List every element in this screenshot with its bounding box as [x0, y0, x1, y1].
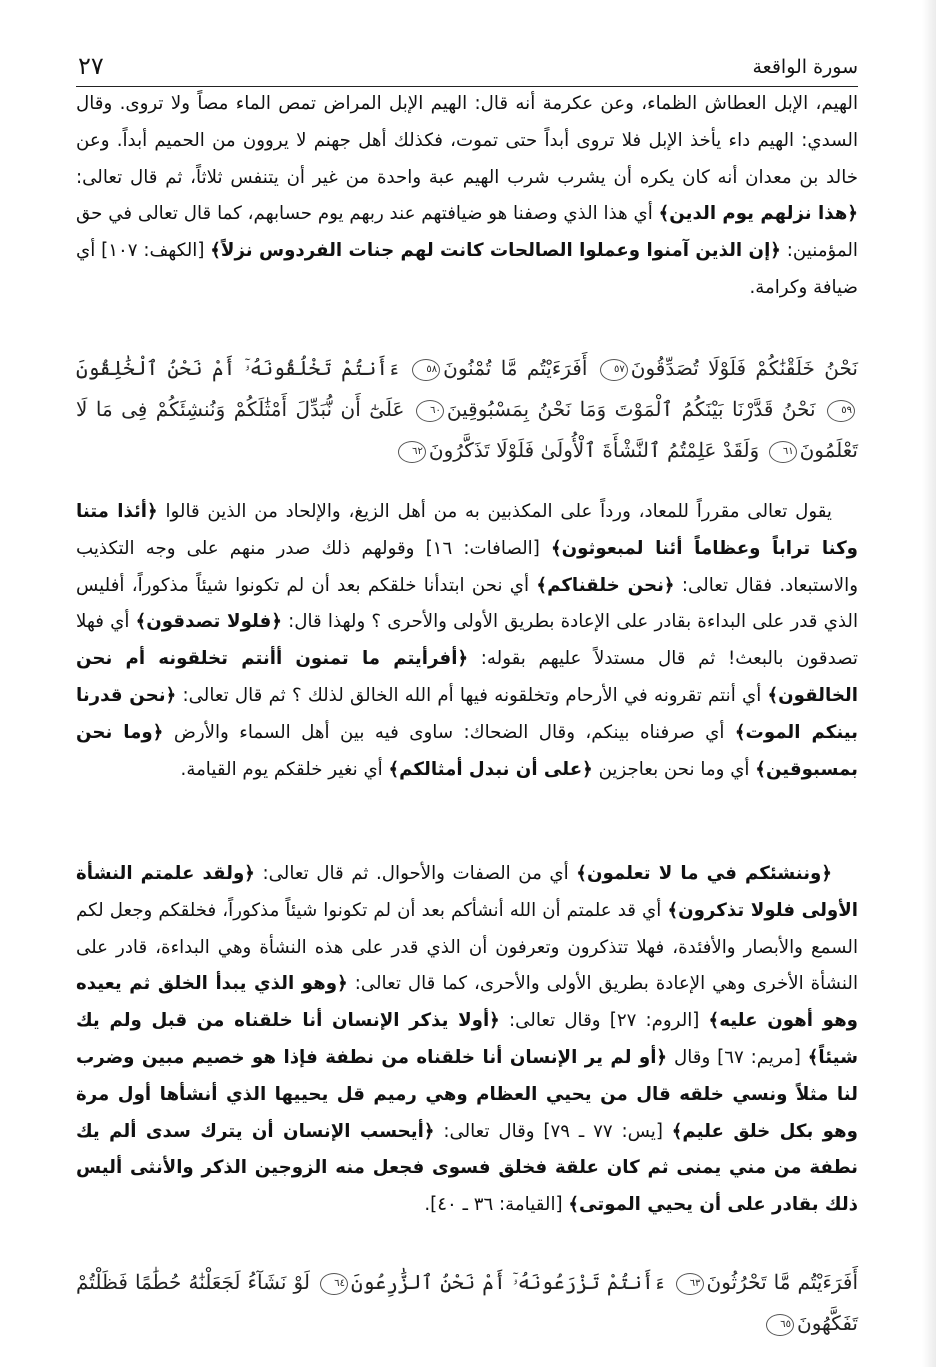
text: أي وما نحن بعاجزين: [592, 758, 756, 780]
text: أي قد علمتم أن الله أنشأكم بعد أن لم تكونوا شيئاً مذكوراً، فخلقكم وجعل لكم السمع والأبصار والأفئدة، فهلا تتذكرون وتعرفون أن الذي قدر على هذه النشأة وهي البداءة، قادر على النشأة الأخرى وهي الإعادة بطريق الأولى والأحرى، كما قال تعالى:: [76, 899, 858, 995]
quran-quote: ﴿أولا يذكر الإنسان أنا خلقناه من قبل ولم يك شيئاً﴾: [76, 1010, 858, 1068]
verse-65: لَوْ نَشَآءُ لَجَعَلْنَٰهُ حُطَٰمًا فَظَلْتُمْ تَفَكَّهُونَ: [76, 1270, 858, 1335]
quran-quote: ﴿وننشئكم في ما لا تعلمون﴾: [576, 863, 832, 884]
page-number: ٢٧: [78, 52, 104, 80]
text: [مريم: ٦٧] وقال: [667, 1046, 808, 1068]
quran-quote: ﴿أيحسب الإنسان أن يترك سدى ألم يك نطفة من مني يمنى ثم كان علقة فخلق فسوى فجعل منه الزوجين الذكر والأنثى أليس ذلك بقادر على أن يحيي الموتى﴾: [76, 1120, 858, 1216]
quran-quote: ﴿هذا نزلهم يوم الدين﴾: [658, 203, 858, 225]
verse-59: ءَأَنتُمْ تَخْلُقُونَهُۥٓ أَمْ نَحْنُ ٱلْخَٰلِقُونَ: [76, 356, 400, 380]
ayah-number-marker: ٥٩: [827, 400, 855, 422]
text: [الروم: ٢٧] وقال تعالى:: [499, 1010, 709, 1032]
ayah-number-marker: ٥٨: [412, 359, 440, 381]
quran-quote: ﴿ولقد علمتم النشأة الأولى فلولا تذكرون﴾: [76, 863, 858, 921]
text: [الكهف: ١٠٧] أي ضيافة وكرامة.: [76, 240, 858, 298]
quran-quote: ﴿نحن خلقناكم﴾: [536, 574, 675, 596]
ayah-number-marker: ٦١: [769, 441, 797, 463]
quran-quote: ﴿وهو الذي يبدأ الخلق ثم يعيده وهو أهون عليه﴾: [76, 973, 858, 1032]
page-edge-shadow: [922, 0, 936, 1367]
verse-60: نَحْنُ قَدَّرْنَا بَيْنَكُمُ ٱلْمَوْتَ وَمَا نَحْنُ بِمَسْبُوقِينَ: [446, 397, 816, 421]
verse-63: أَفَرَءَيْتُم مَّا تَحْرُثُونَ: [706, 1270, 859, 1294]
text: يقول تعالى مقرراً للمعاد، ورداً على المكذبين به من أهل الزيغ، والإلحاد من الذين قالوا: [157, 501, 832, 522]
ayah-number-marker: ٦٤: [320, 1273, 348, 1295]
ayah-number-marker: ٦٢: [398, 441, 426, 463]
quran-quote: ﴿على أن نبدل أمثالكم﴾: [388, 758, 593, 780]
text: الهيم، الإبل العطاش الظماء، وعن عكرمة أنه قال: الهيم الإبل المراض تمص الماء مصاً ولا تروى. وقال السدي: الهيم داء يأخذ الإبل فلا تروى أبداً حتى تموت، فكذلك أهل جهنم لا يروون من الحميم أبداً. وعن خالد بن معدان أنه كان يكره أن يشرب شرب الهيم عبة واحدة من غير أن يتنفس ثلاثاً، ثم قال تعالى:: [76, 93, 858, 188]
ayah-number-marker: ٦٣: [676, 1273, 704, 1295]
quran-quote: ﴿نحن قدرنا بينكم الموت﴾: [76, 684, 859, 743]
text: [يس: ٧٧ ـ ٧٩] وقال تعالى:: [434, 1120, 672, 1142]
ayah-number-marker: ٦٠: [416, 400, 444, 422]
quran-verses-block-1: [76, 348, 858, 471]
quran-quote: ﴿إن الذين آمنوا وعملوا الصالحات كانت لهم جنات الفردوس نزلاً﴾: [210, 240, 781, 262]
text: أي هذا الذي وصفنا هو ضيافتهم عند ربهم يوم حسابهم، كما قال تعالى في حق المؤمنين:: [76, 203, 858, 262]
running-header: [76, 38, 858, 87]
tafsir-paragraph-2: [76, 494, 858, 788]
tafsir-paragraph-3: [76, 856, 858, 1224]
text: أي نغير خلقكم يوم القيامة.: [180, 758, 389, 780]
quran-quote: ﴿أئذا متنا وكنا تراباً وعظاماً أئنا لمبعوثون﴾: [76, 501, 858, 559]
surah-title: سورة الواقعة: [752, 56, 858, 78]
text: أي فهلا تصدقون بالبعث! ثم قال مستدلاً عليهم بقوله:: [76, 611, 858, 670]
tafsir-paragraph-1: [76, 86, 858, 307]
quran-quote: ﴿وما نحن بمسبوقين﴾: [76, 721, 858, 780]
text: أي صرفناه بينكم، وقال الضحاك: ساوى فيه بين أهل السماء والأرض: [163, 721, 735, 743]
quran-quote: ﴿فلولا تصدقون﴾: [135, 611, 282, 633]
text: أي من الصفات والأحوال. ثم قال تعالى:: [254, 863, 577, 884]
ayah-number-marker: ٦٥: [766, 1314, 794, 1336]
verse-58: أَفَرَءَيْتُم مَّا تُمْنُونَ: [443, 356, 588, 380]
text: أي نحن ابتدأنا خلقكم بعد أن لم تكونوا شيئاً مذكوراً، أفليس الذي قدر على البداءة بقادر على الإعادة بطريق الأولى والأحرى ؟ ولهذا قال:: [76, 574, 859, 633]
text: [القيامة: ٣٦ ـ ٤٠].: [424, 1194, 569, 1216]
verse-62: وَلَقَدْ عَلِمْتُمُ ٱلنَّشْأَةَ ٱلْأُولَىٰ فَلَوْلَا تَذَكَّرُونَ: [428, 438, 760, 462]
text: [الصافات: ١٦] وقولهم ذلك صدر منهم على وجه التكذيب والاستبعاد. فقال تعالى:: [76, 537, 858, 596]
verse-64: ءَأَنتُمْ تَزْرَعُونَهُۥٓ أَمْ نَحْنُ ٱلزَّٰرِعُونَ: [351, 1270, 666, 1294]
text: أي أنتم تقرونه في الأرحام وتخلقونه فيها أم الله الخالق لذلك ؟ ثم قال تعالى:: [176, 684, 768, 706]
quran-quote: ﴿أو لم ير الإنسان أنا خلقناه من نطفة فإذا هو خصيم مبين وضرب لنا مثلاً ونسي خلقه قال من يحيي العظام وهي رميم قل يحييها الذي أنشأها أول مرة وهو بكل خلق عليم﴾: [76, 1046, 858, 1142]
verse-61: عَلَىٰٓ أَن نُّبَدِّلَ أَمْثَٰلَكُمْ وَنُنشِئَكُمْ فِى مَا لَا تَعْلَمُونَ: [76, 397, 858, 462]
verse-57: نَحْنُ خَلَقْنَٰكُمْ فَلَوْلَا تُصَدِّقُونَ: [630, 356, 858, 380]
quran-quote: ﴿أفرأيتم ما تمنون أأنتم تخلقونه أم نحن الخالقون﴾: [76, 648, 858, 706]
ayah-number-marker: ٥٧: [600, 359, 628, 381]
quran-verses-block-2: [76, 1262, 858, 1344]
